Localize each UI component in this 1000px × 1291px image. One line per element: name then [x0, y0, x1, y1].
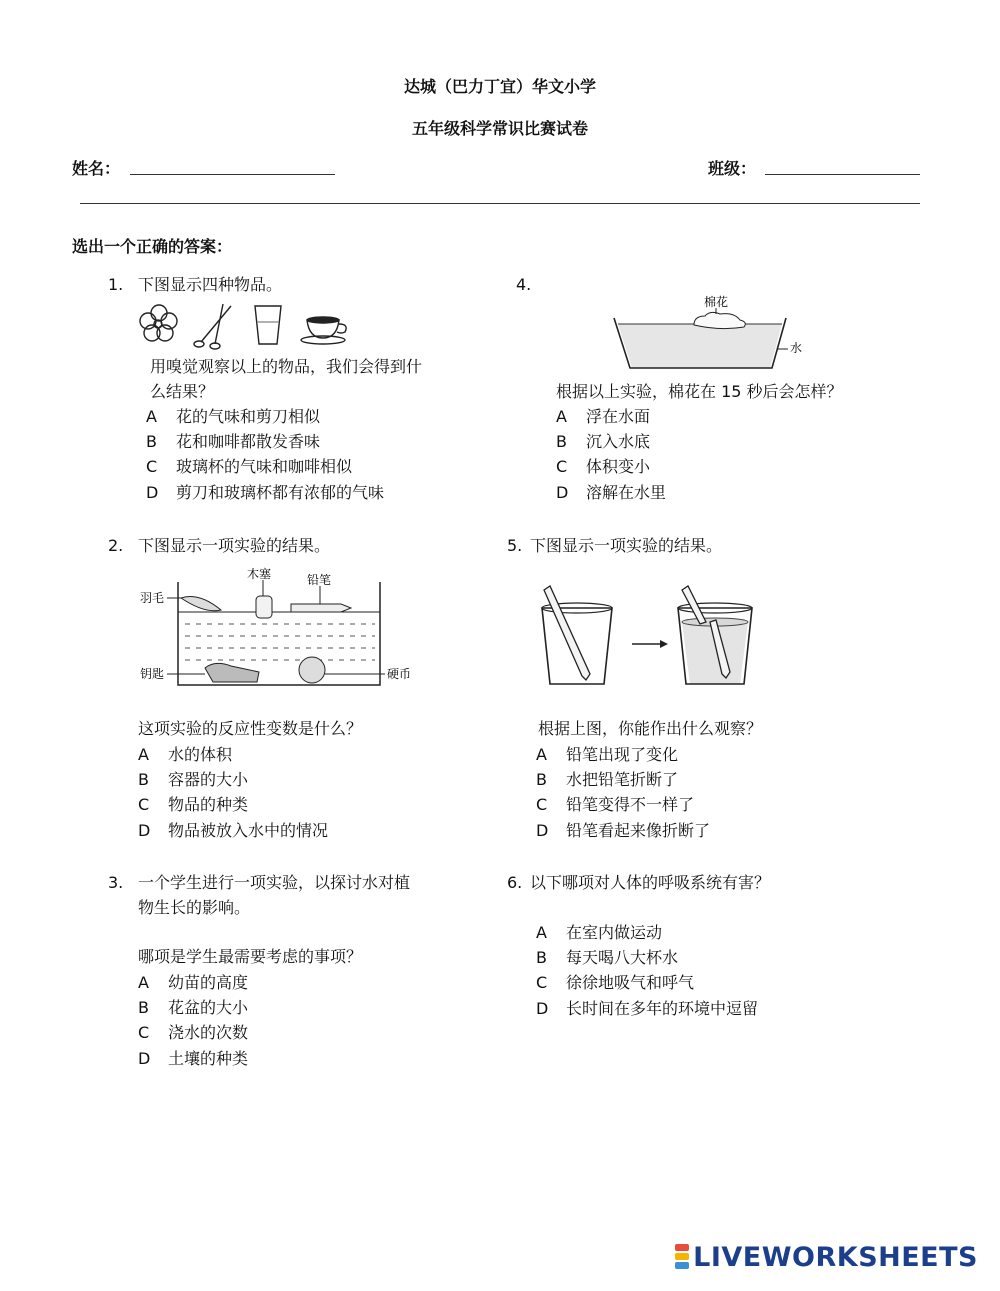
question-3-number: 3.: [108, 873, 124, 892]
question-3-text-line-1: 一个学生进行一项实验，以探讨水对植: [138, 873, 411, 892]
cork-label: 木塞: [247, 567, 272, 581]
coin-label: 硬币: [387, 667, 412, 681]
liveworksheets-logo: [675, 1242, 978, 1273]
cork-icon: [256, 596, 272, 618]
feather-label: 羽毛: [140, 591, 165, 605]
liveworksheets-logo-icon: [675, 1244, 689, 1270]
question-6-text: 以下哪项对人体的呼吸系统有害？: [530, 873, 771, 892]
class-label: 班级：: [708, 159, 757, 178]
class-field-line[interactable]: [765, 174, 920, 175]
pencil-in-empty-glass-icon: [544, 586, 590, 680]
instruction: 选出一个正确的答案：: [72, 237, 233, 256]
question-5-number: 5.: [507, 536, 523, 555]
question-1-text-line-2: 么结果？: [150, 382, 215, 401]
question-1-option-a[interactable]: A 花的气味和剪刀相似: [146, 407, 321, 426]
question-5-option-b[interactable]: B 水把铅笔折断了: [536, 770, 679, 789]
question-6-number: 6.: [507, 873, 523, 892]
question-5-option-c[interactable]: C 铅笔变得不一样了: [536, 795, 695, 814]
header-divider: [80, 203, 920, 204]
question-6-option-b[interactable]: B 每天喝八大杯水: [536, 948, 679, 967]
coffee-cup-icon: [301, 317, 346, 344]
question-5-stem: 下图显示一项实验的结果。: [530, 536, 723, 555]
question-4-option-a[interactable]: A 浮在水面: [556, 407, 651, 426]
glass-icon: [255, 306, 281, 344]
question-2-text: 这项实验的反应性变数是什么？: [138, 719, 363, 738]
question-2-stem: 下图显示一项实验的结果。: [138, 536, 331, 555]
question-3-option-b[interactable]: B 花盆的大小: [138, 998, 249, 1017]
question-2-option-d[interactable]: D 物品被放入水中的情况: [138, 821, 329, 840]
question-2-figure: [135, 560, 415, 695]
question-1-number: 1.: [108, 275, 124, 294]
question-1-option-b[interactable]: B 花和咖啡都散发香味: [146, 432, 321, 451]
question-1-figure: [135, 300, 355, 348]
cotton-label: 棉花: [704, 295, 729, 309]
scissors-icon: [194, 304, 231, 349]
water-hatching: [185, 624, 375, 660]
water-label: 水: [790, 341, 803, 355]
question-4-option-c[interactable]: C 体积变小: [556, 457, 651, 476]
name-label: 姓名：: [72, 159, 121, 178]
question-1-stem: 下图显示四种物品。: [138, 275, 283, 294]
question-3-text-line-2: 物生长的影响。: [138, 898, 251, 917]
question-3-text-line-3: 哪项是学生最需要考虑的事项？: [138, 947, 363, 966]
liveworksheets-logo-text: LIVEWORKSHEETS: [693, 1242, 978, 1273]
basin-water: [618, 324, 782, 368]
cotton-ball-icon: [694, 312, 745, 328]
question-3-option-c[interactable]: C 浇水的次数: [138, 1023, 249, 1042]
question-6-option-d[interactable]: D 长时间在多年的环境中逗留: [536, 999, 759, 1018]
question-4-option-d[interactable]: D 溶解在水里: [556, 483, 667, 502]
question-6-option-a[interactable]: A 在室内做运动: [536, 923, 663, 942]
pencil-label: 铅笔: [307, 573, 332, 587]
question-4-option-b[interactable]: B 沉入水底: [556, 432, 651, 451]
question-4-figure: [610, 294, 840, 374]
question-5-text: 根据上图，你能作出什么观察？: [538, 719, 763, 738]
question-5-figure: [530, 580, 770, 690]
question-3-option-d[interactable]: D 土壤的种类: [138, 1049, 249, 1068]
question-1-text-line-1: 用嗅觉观察以上的物品，我们会得到什: [150, 357, 423, 376]
question-2-option-a[interactable]: A 水的体积: [138, 745, 233, 764]
question-5-option-d[interactable]: D 铅笔看起来像折断了: [536, 821, 711, 840]
question-2-option-c[interactable]: C 物品的种类: [138, 795, 249, 814]
school-name: 达城（巴力丁宜）华文小学: [403, 77, 596, 96]
question-3-option-a[interactable]: A 幼苗的高度: [138, 973, 249, 992]
key-icon: [205, 663, 259, 682]
question-1-option-c[interactable]: C 玻璃杯的气味和咖啡相似: [146, 457, 353, 476]
pencil-icon: [291, 604, 351, 612]
question-2-number: 2.: [108, 536, 124, 555]
paper-title: 五年级科学常识比赛试卷: [411, 119, 588, 138]
flower-icon: [140, 305, 177, 341]
name-field-line[interactable]: [130, 174, 335, 175]
coin-icon: [299, 657, 325, 683]
feather-icon: [181, 597, 221, 611]
key-label: 钥匙: [140, 667, 165, 681]
question-4-text: 根据以上实验，棉花在 15 秒后会怎样？: [556, 382, 843, 401]
question-5-option-a[interactable]: A 铅笔出现了变化: [536, 745, 679, 764]
question-4-number: 4.: [516, 275, 532, 294]
question-6-option-c[interactable]: C 徐徐地吸气和呼气: [536, 973, 695, 992]
question-1-option-d[interactable]: D 剪刀和玻璃杯都有浓郁的气味: [146, 483, 385, 502]
question-2-option-b[interactable]: B 容器的大小: [138, 770, 249, 789]
